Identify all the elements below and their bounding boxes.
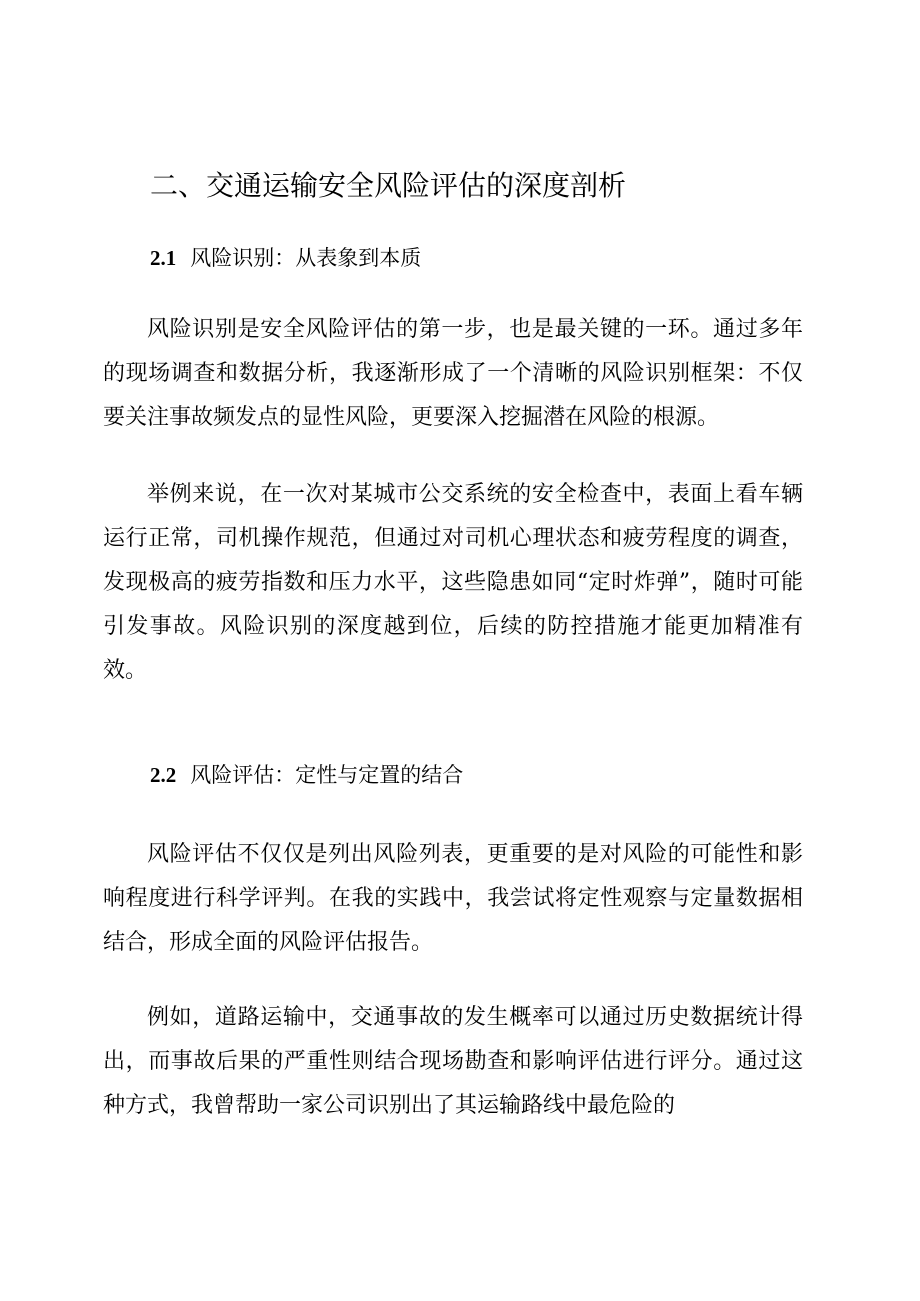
paragraph: 风险识别是安全风险评估的第一步，也是最关键的一环。通过多年的现场调查和数据分析，我逐渐形成了一个清晰的风险识别框架：不仅要关注事故频发点的显性风险，更要深入挖掘潜在风险的根源。	[103, 317, 803, 430]
paragraph: 例如，道路运输中，交通事故的发生概率可以通过历史数据统计得出，而事故后果的严重性则结合现场勘查和影响评估进行评分。通过这种方式，我曾帮助一家公司识别出了其运输路线中最危险的	[103, 1005, 803, 1118]
paragraph: 举例来说，在一次对某城市公交系统的安全检查中，表面上看车辆运行正常，司机操作规范，但通过对司机心理状态和疲劳程度的调查，发现极高的疲劳指数和压力水平，这些隐患如同“定时炸弹”，随时可能引发事故。风险识别的深度越到位，后续的防控措施才能更加精准有效。	[103, 482, 803, 683]
section-title: 风险评估：定性与定置的结合	[190, 763, 464, 787]
section-title: 风险识别：从表象到本质	[190, 246, 422, 270]
section-heading-2-2	[150, 757, 463, 793]
section-heading-2-1	[150, 240, 421, 276]
paragraph: 风险评估不仅仅是列出风险列表，更重要的是对风险的可能性和影响程度进行科学评判。在我的实践中，我尝试将定性观察与定量数据相结合，形成全面的风险评估报告。	[103, 842, 803, 955]
section-number: 2.2	[150, 763, 177, 787]
chapter-title: 二、交通运输安全风险评估的深度剖析	[150, 169, 627, 202]
section-number: 2.1	[150, 246, 177, 270]
